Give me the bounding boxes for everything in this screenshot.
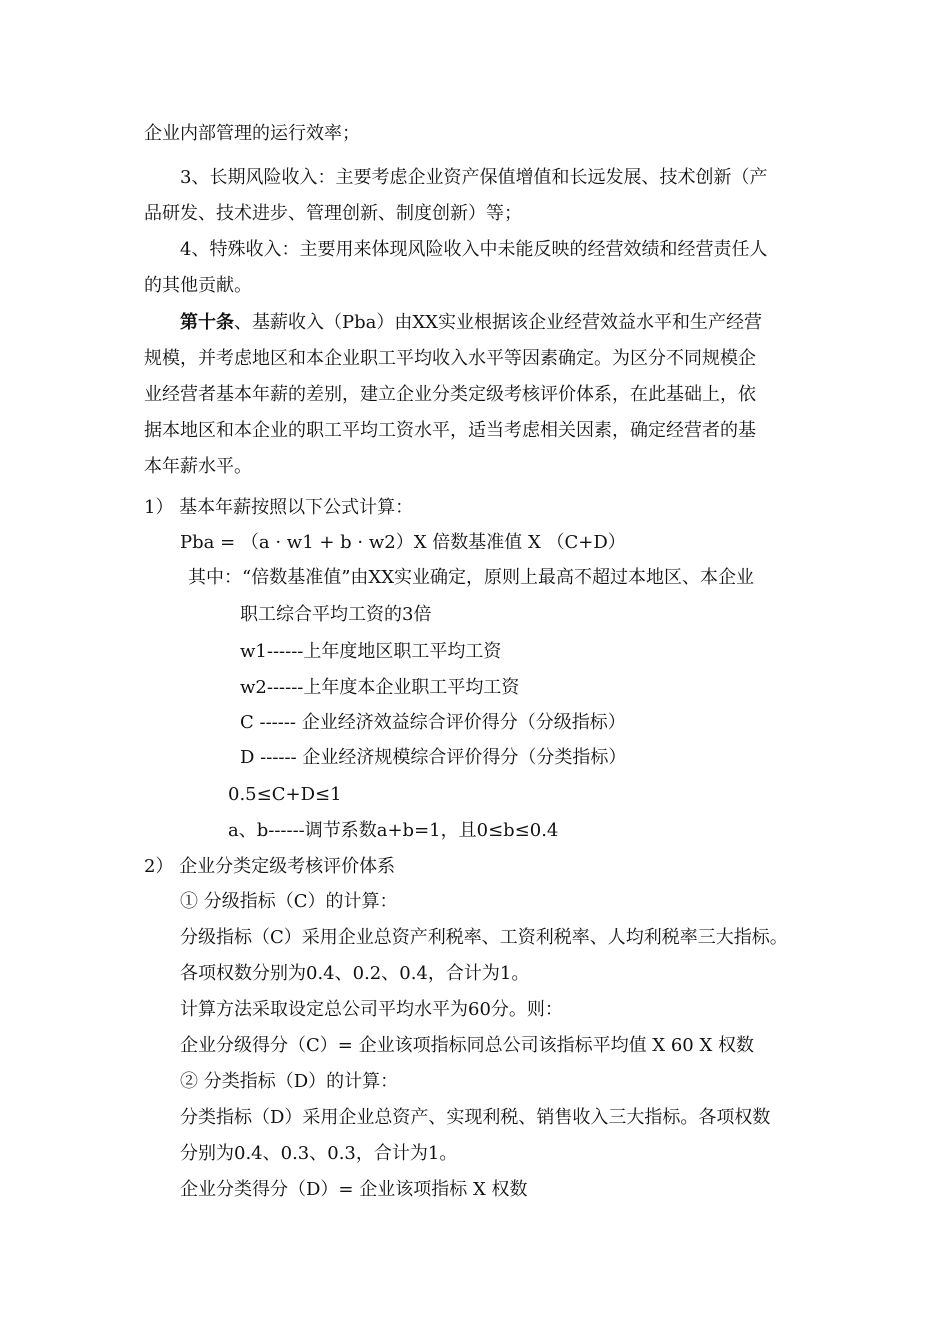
paragraph-line: 4、特殊收入：主要用来体现风险收入中未能反映的经营效绩和经营责任人 [180, 239, 768, 260]
paragraph-line: 分级指标（C）采用企业总资产利税率、工资利税率、人均利税率三大指标。 [180, 927, 788, 948]
subsection-heading: ② 分类指标（D）的计算： [180, 1071, 399, 1092]
subsection-heading: ① 分级指标（C）的计算： [180, 891, 398, 912]
definition-line: w2------上年度本企业职工平均工资 [240, 677, 520, 698]
formula-line: 企业分类得分（D）= 企业该项指标 X 权数 [180, 1179, 528, 1200]
paragraph-line: 的其他贡献。 [144, 275, 252, 296]
formula-line: 企业分级得分（C）= 企业该项指标同总公司该指标平均值 X 60 X 权数 [180, 1035, 754, 1056]
article-text: 、基薪收入（Pba）由XX实业根据该企业经营效益水平和生产经营 [234, 312, 762, 333]
paragraph-line: 品研发、技术进步、管理创新、制度创新）等； [144, 203, 522, 224]
article-number: 第十条 [180, 312, 234, 333]
paragraph-line: 3、长期风险收入：主要考虑企业资产保值增值和长远发展、技术创新（产 [180, 167, 768, 188]
definition-line: w1------上年度地区职工平均工资 [240, 641, 502, 662]
paragraph-line: 企业内部管理的运行效率； [144, 123, 360, 144]
constraint-line: 0.5≤C+D≤1 [228, 784, 342, 805]
paragraph-line: 分类指标（D）采用企业总资产、实现利税、销售收入三大指标。各项权数 [180, 1107, 771, 1128]
paragraph-line: 各项权数分别为0.4、0.2、0.4，合计为1。 [180, 963, 530, 984]
definition-line: C ------ 企业经济效益综合评价得分（分级指标） [240, 712, 626, 733]
paragraph-line: 分别为0.4、0.3、0.3，合计为1。 [180, 1143, 458, 1164]
paragraph-line: 据本地区和本企业的职工平均工资水平，适当考虑相关因素，确定经营者的基 [144, 420, 756, 441]
paragraph-line: 本年薪水平。 [144, 456, 252, 477]
paragraph-line: 计算方法采取设定总公司平均水平为60分。则： [180, 999, 563, 1020]
paragraph-line: 规模，并考虑地区和本企业职工平均收入水平等因素确定。为区分不同规模企 [144, 348, 756, 369]
list-item-heading: 2） 企业分类定级考核评价体系 [144, 856, 396, 877]
article-heading-line [180, 311, 762, 335]
paragraph-line: 业经营者基本年薪的差别，建立企业分类定级考核评价体系，在此基础上，依 [144, 384, 756, 405]
constraint-line: a、b------调节系数a+b=1，且0≤b≤0.4 [228, 820, 559, 841]
paragraph-line: 其中：“倍数基准值”由XX实业确定，原则上最高不超过本地区、本企业 [188, 567, 755, 588]
paragraph-line: 职工综合平均工资的3倍 [240, 604, 432, 625]
formula-line: Pba = （a · w1 + b · w2）X 倍数基准值 X （C+D） [180, 532, 626, 553]
list-item-heading: 1） 基本年薪按照以下公式计算： [144, 497, 414, 518]
definition-line: D ------ 企业经济规模综合评价得分（分类指标） [240, 747, 627, 768]
